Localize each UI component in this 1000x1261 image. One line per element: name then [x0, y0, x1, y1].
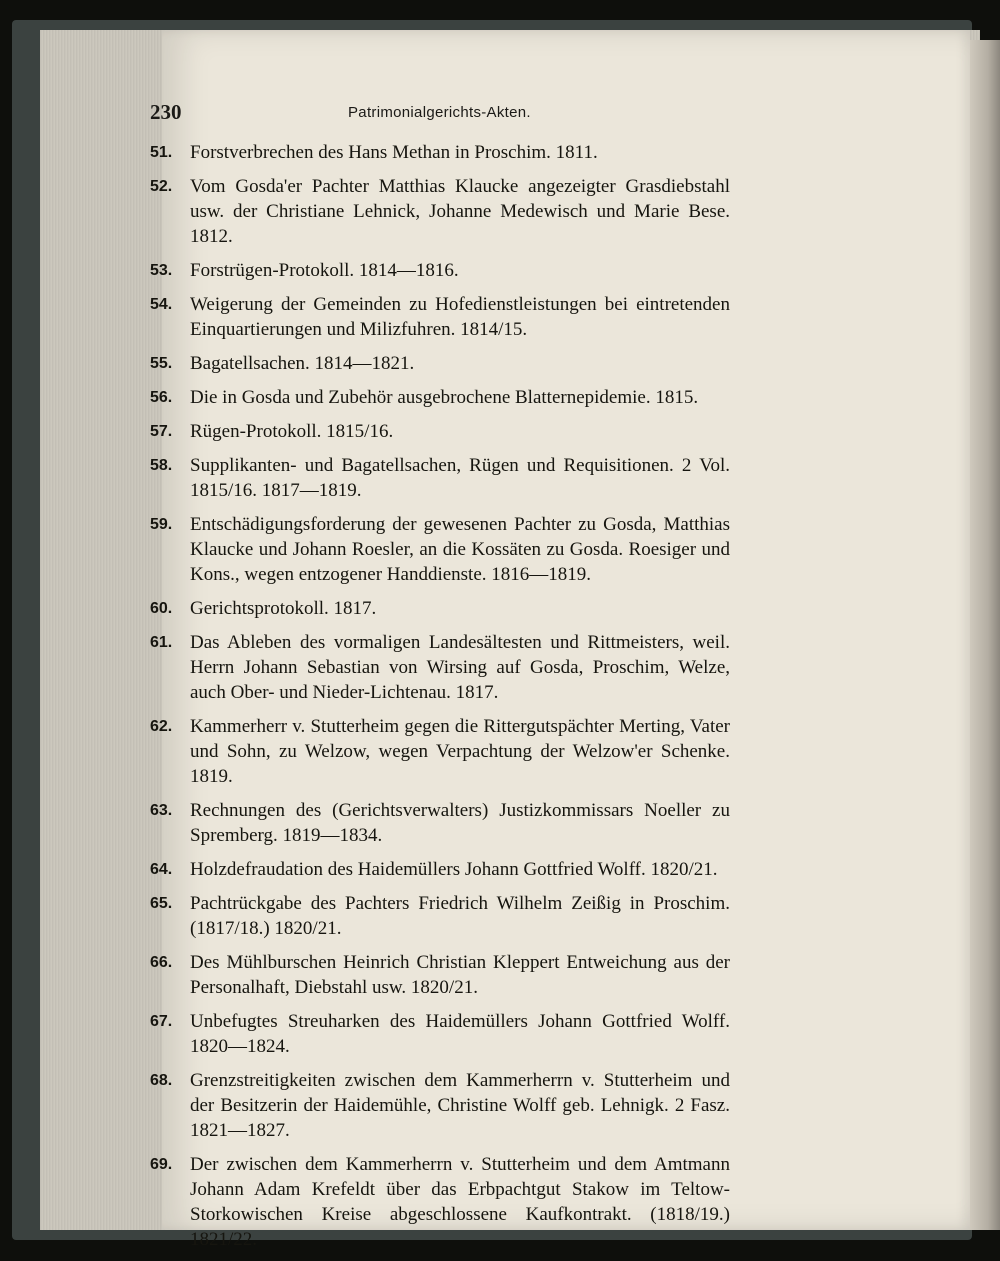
entry-number: 57. — [150, 423, 173, 440]
entry-number: 65. — [150, 895, 173, 912]
entry-text: Gerichtsprotokoll. 1817. — [190, 598, 377, 619]
page-number: 230 — [150, 100, 182, 124]
list-item — [150, 798, 730, 848]
list-item — [150, 292, 730, 342]
entry-number: 63. — [150, 802, 173, 819]
entry-text: Supplikanten- und Bagatellsachen, Rügen und Requisitionen. 2 Vol. 1815/16. 1817—1819. — [190, 455, 730, 501]
entry-number: 58. — [150, 457, 173, 474]
entry-text: Grenzstreitigkeiten zwischen dem Kammerherrn v. Stutterheim und der Besitzerin der Haidemühle, Christine Wolff geb. Lehnigk. 2 Fasz. 1821—1827. — [190, 1070, 730, 1141]
entry-number: 59. — [150, 516, 173, 533]
list-item — [150, 714, 730, 789]
entry-number: 52. — [150, 178, 173, 195]
entry-number: 62. — [150, 718, 173, 735]
entry-number: 55. — [150, 355, 173, 372]
entry-number: 68. — [150, 1072, 173, 1089]
entry-number: 53. — [150, 262, 173, 279]
list-item — [150, 453, 730, 503]
entry-number: 69. — [150, 1156, 173, 1173]
list-item — [150, 512, 730, 587]
entry-number: 51. — [150, 144, 173, 161]
entry-number: 66. — [150, 954, 173, 971]
entry-number: 54. — [150, 296, 173, 313]
entry-list — [150, 140, 730, 1261]
running-title: Patrimonialgerichts-Akten. — [348, 104, 531, 121]
entry-text: Rügen-Protokoll. 1815/16. — [190, 421, 394, 442]
list-item — [150, 140, 730, 165]
list-item — [150, 950, 730, 1000]
entry-text: Holzdefraudation des Haidemüllers Johann Gottfried Wolff. 1820/21. — [190, 859, 718, 880]
list-item — [150, 630, 730, 705]
list-item — [150, 1068, 730, 1143]
entry-number: 64. — [150, 861, 173, 878]
entry-number: 61. — [150, 634, 173, 651]
entry-text: Kammerherr v. Stutterheim gegen die Rittergutspächter Merting, Vater und Sohn, zu Welzow, wegen Verpachtung der Welzow'er Schenke. 1819. — [190, 716, 730, 787]
list-item — [150, 1152, 730, 1252]
list-item — [150, 419, 730, 444]
entry-text: Der zwischen dem Kammerherrn v. Stutterheim und dem Amtmann Johann Adam Krefeldt über das Erbpachtgut Stakow im Teltow-Storkowischen Kreise abgeschlossene Kaufkontrakt. (1818/19.) 1821/22. — [190, 1154, 730, 1250]
list-item — [150, 857, 730, 882]
entry-text: Entschädigungsforderung der gewesenen Pachter zu Gosda, Matthias Klaucke und Johann Roesler, an die Kossäten zu Gosda. Roesiger und Kons., wegen entzogener Handdienste. 1816—1819. — [190, 514, 730, 585]
entry-text: Vom Gosda'er Pachter Matthias Klaucke angezeigter Grasdiebstahl usw. der Christiane Lehnick, Johanne Medewisch und Marie Bese. 1812. — [190, 176, 730, 247]
entry-text: Weigerung der Gemeinden zu Hofedienstleistungen bei eintretenden Einquartierungen und Milizfuhren. 1814/15. — [190, 294, 730, 340]
list-item — [150, 174, 730, 249]
list-item — [150, 891, 730, 941]
list-item — [150, 351, 730, 376]
entry-text: Das Ableben des vormaligen Landesältesten und Rittmeisters, weil. Herrn Johann Sebastian von Wirsing auf Gosda, Proschim, Welze, auch Ober- und Nieder-Lichtenau. 1817. — [190, 632, 730, 703]
list-item — [150, 1009, 730, 1059]
list-item — [150, 258, 730, 283]
list-item — [150, 385, 730, 410]
entry-text: Die in Gosda und Zubehör ausgebrochene Blatternepidemie. 1815. — [190, 387, 699, 408]
list-item — [150, 596, 730, 621]
entry-text: Forstrügen-Protokoll. 1814—1816. — [190, 260, 459, 281]
entry-number: 56. — [150, 389, 173, 406]
entry-text: Des Mühlburschen Heinrich Christian Kleppert Entweichung aus der Personalhaft, Diebstahl usw. 1820/21. — [190, 952, 730, 998]
entry-number: 67. — [150, 1013, 173, 1030]
entry-text: Pachtrückgabe des Pachters Friedrich Wilhelm Zeißig in Proschim. (1817/18.) 1820/21. — [190, 893, 730, 939]
entry-number: 60. — [150, 600, 173, 617]
entry-text: Bagatellsachen. 1814—1821. — [190, 353, 415, 374]
facing-page-edge — [970, 40, 1000, 1230]
entry-text: Unbefugtes Streuharken des Haidemüllers Johann Gottfried Wolff. 1820—1824. — [190, 1011, 730, 1057]
entry-text: Rechnungen des (Gerichtsverwalters) Justizkommissars Noeller zu Spremberg. 1819—1834. — [190, 800, 730, 846]
entry-text: Forstverbrechen des Hans Methan in Proschim. 1811. — [190, 142, 598, 163]
page-header — [150, 100, 940, 130]
